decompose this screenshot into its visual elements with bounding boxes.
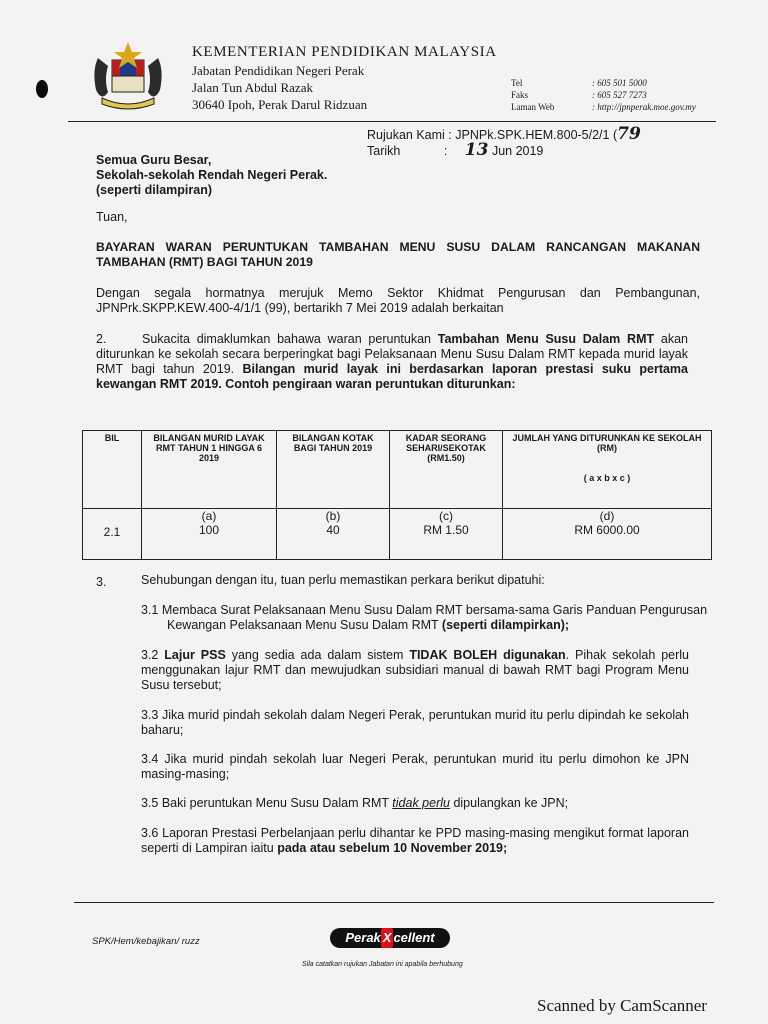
item-3-1 [141, 603, 715, 633]
letter-title: BAYARAN WARAN PERUNTUKAN TAMBAHAN MENU SUSU DALAM RANCANGAN MAKANAN TAMBAHAN (RMT) BAGI TAHUN 2019 [96, 240, 700, 269]
perak-excellent-logo [330, 928, 450, 948]
paragraph-2 [96, 332, 688, 392]
tel-label: Tel [511, 78, 523, 88]
address-line: 30640 Ipoh, Perak Darul Ridzuan [192, 97, 368, 112]
recipient-line: (seperti dilampiran) [96, 183, 212, 197]
table-header-row [83, 431, 712, 509]
contact-values [592, 77, 696, 113]
paragraph-2-bold: Tambahan Menu Susu Dalam RMT [437, 332, 655, 346]
paragraph-3-number: 3. [96, 575, 107, 589]
recipient-block [96, 153, 327, 198]
table-header-cell [503, 431, 712, 509]
header-divider [68, 121, 716, 122]
paragraph-2-text: Sukacita dimaklumkan bahawa waran peruntukan [142, 332, 438, 346]
scanner-watermark: Scanned by CamScanner [537, 996, 707, 1015]
item-text: 3.6 Laporan Prestasi Perbelanjaan perlu dihantar ke PPD masing-masing mengikut format laporan seperti di Lampiran iaitu [141, 826, 689, 855]
reference-label: Rujukan Kami : [367, 128, 452, 142]
item-bold: pada atau sebelum 10 November 2019; [277, 841, 508, 855]
table-cell: RM 6000.00 [503, 523, 712, 559]
table-header: BILANGAN KOTAK BAGI TAHUN 2019 [277, 431, 390, 509]
table-header: BIL [83, 431, 142, 509]
item-bold: Lajur PSS [164, 648, 226, 662]
address-line: Jalan Tun Abdul Razak [192, 80, 313, 95]
paragraph-2-number: 2. [96, 332, 107, 346]
logo-text: Perak [345, 930, 381, 945]
table-cell: RM 1.50 [390, 523, 503, 559]
date-value: Jun 2019 [491, 144, 544, 158]
table-header: JUMLAH YANG DITURUNKAN KE SEKOLAH (RM) [512, 433, 702, 453]
table-cell: 40 [277, 523, 390, 559]
recipient-line: Semua Guru Besar, [96, 153, 212, 167]
table-cell: (c) [390, 509, 503, 524]
date-line [367, 140, 543, 160]
table-cell: 2.1 [83, 523, 142, 559]
reference-value: JPNPk.SPK.HEM.800-5/2/1 ( [455, 128, 618, 142]
item-3-4: 3.4 Jika murid pindah sekolah luar Negeri Perak, peruntukan murid itu perlu dimohon ke JPN masing-masing; [141, 752, 689, 781]
contact-labels [511, 77, 554, 113]
item-text: 3.1 Membaca Surat Pelaksanaan Menu Susu Dalam RMT bersama-sama Garis Panduan Pengurusan Kewangan Pelaksanaan Menu Susu Dalam RMT [141, 603, 708, 632]
table-header: KADAR SEORANG SEHARI/SEKOTAK (RM1.50) [390, 431, 503, 509]
item-text: . Pihak sekolah perlu menggunakan lajur RMT dan mewujudkan subsidiari manual di bawah RMT bagi Program Menu Susu tersebut; [141, 648, 690, 692]
logo-text: cellent [393, 930, 435, 945]
item-bold: (seperti dilampirkan); [441, 618, 570, 632]
fax-value: : 605 527 7273 [592, 90, 647, 100]
table-row [83, 523, 712, 559]
item-emphasis: tidak perlu [392, 796, 450, 810]
date-handwritten: 13 [464, 140, 489, 160]
table-header: BILANGAN MURID LAYAK RMT TAHUN 1 HINGGA 6 2019 [142, 431, 277, 509]
paragraph-2-text: akan diturunkan ke sekolah secara berperingkat bagi Pelaksanaan Menu Susu Dalam RMT kepada murid layak RMT bagi tahun 2019. [96, 332, 688, 376]
item-3-5 [141, 796, 689, 811]
paragraph-3-intro: Sehubungan dengan itu, tuan perlu memastikan perkara berikut dipatuhi: [141, 573, 545, 587]
paragraph-2-bold: Bilangan murid layak ini berdasarkan laporan prestasi suku pertama kewangan RMT 2019. Contoh pengiraan waran peruntukan diturunkan: [96, 362, 689, 391]
fax-label: Faks [511, 90, 529, 100]
recipient-line: Sekolah-sekolah Rendah Negeri Perak. [96, 168, 328, 182]
table-formula: ( a x b x c ) [583, 473, 631, 483]
web-label: Laman Web [511, 102, 555, 112]
item-3-6 [141, 826, 689, 856]
allocation-table [82, 430, 712, 560]
item-3-3: 3.3 Jika murid pindah sekolah dalam Negeri Perak, peruntukan murid itu perlu dipindah ke sekolah baharu; [141, 708, 689, 737]
coat-of-arms-icon [78, 40, 178, 110]
table-row [83, 509, 712, 524]
table-cell: 100 [142, 523, 277, 559]
tel-value: : 605 501 5000 [592, 78, 647, 88]
date-label: Tarikh [367, 144, 401, 158]
address-line: Jabatan Pendidikan Negeri Perak [192, 63, 365, 78]
item-text: dipulangkan ke JPN; [449, 796, 569, 810]
table-cell: (d) [503, 509, 712, 524]
footer-divider [74, 902, 714, 903]
salutation: Tuan, [96, 210, 128, 224]
footer-note: Sila catatkan rujukan Jabatan ini apabila berhubung [302, 961, 463, 968]
file-reference: SPK/Hem/kebajikan/ ruzz [92, 936, 200, 947]
table-cell: (b) [277, 509, 390, 524]
paragraph-1: Dengan segala hormatnya merujuk Memo Sektor Khidmat Pengurusan dan Pembangunan, JPNPrk.SKPP.KEW.400-4/1/1 (99), bertarikh 7 Mei 2019 adalah berkaitan [96, 286, 700, 315]
item-3-2 [141, 648, 689, 693]
web-value: : http://jpnperak.moe.gov.my [592, 102, 696, 112]
date-separator: : [443, 144, 448, 158]
logo-x-mark: X [381, 928, 394, 948]
reference-handwritten: 79 [617, 124, 641, 144]
address-block [192, 62, 367, 113]
item-text: 3.5 Baki peruntukan Menu Susu Dalam RMT [141, 796, 393, 810]
item-text: yang sedia ada dalam sistem [225, 648, 410, 662]
item-bold: TIDAK BOLEH digunakan [409, 648, 566, 662]
punch-hole [36, 80, 48, 98]
item-text: 3.2 [141, 648, 165, 662]
table-cell [83, 509, 142, 524]
ministry-name: KEMENTERIAN PENDIDIKAN MALAYSIA [192, 44, 497, 60]
table-cell: (a) [142, 509, 277, 524]
